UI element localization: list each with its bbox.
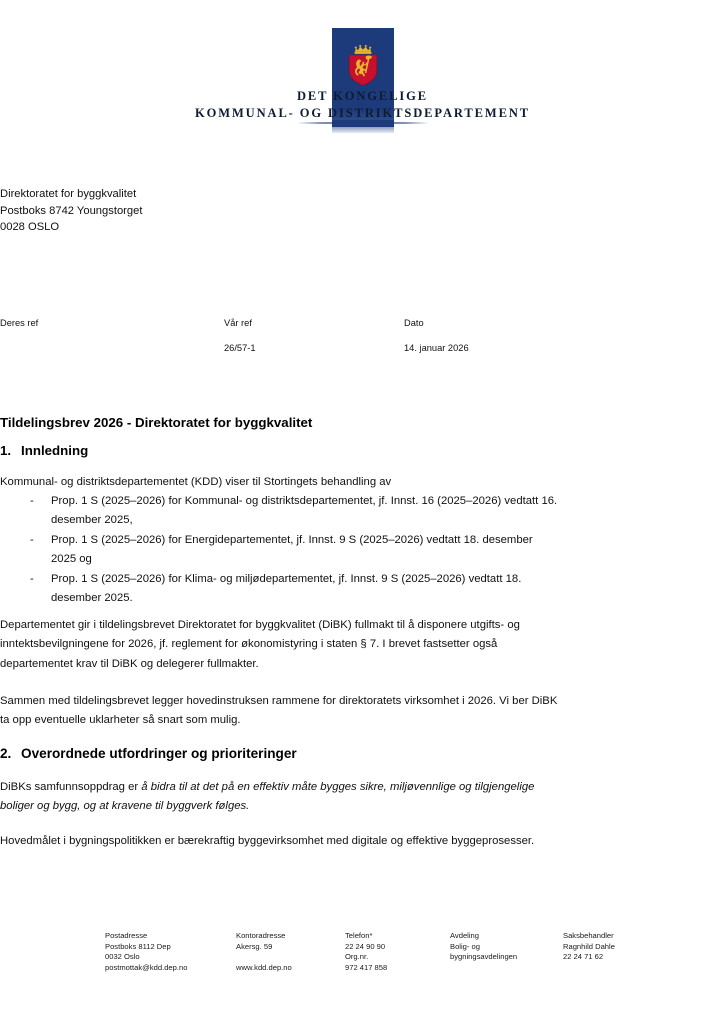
letterhead-line-1: DET KONGELIGE [296,89,429,103]
var-ref-value: 26/57-1 [224,343,256,353]
list-item-text: Prop. 1 S (2025–2026) for Klima- og miljødepartementet, jf. Innst. 9 S (2025–2026) vedtatt 18. desember 2025. [51,572,522,605]
footer-orgnr-label: Org.nr. [345,952,369,962]
var-ref-column [224,316,256,356]
letterhead-text [0,88,725,122]
section-2-number: 2. [0,746,12,761]
letterhead [0,0,725,150]
dato-value: 14. januar 2026 [404,343,469,353]
footer-department-column [450,931,517,963]
recipient-address-block [0,186,142,236]
footer-postal-address-line-1: Postboks 8112 Dep [105,941,171,951]
footer-department-line-2: bygningsavdelingen [450,952,518,962]
footer-office-address-spacer [236,952,292,963]
dato-column [404,316,469,356]
norwegian-coat-of-arms-icon [346,44,380,86]
section-2-heading [0,745,297,763]
recipient-street: Postboks 8742 Youngstorget [0,204,143,217]
bullet-marker: - [30,533,34,546]
section-1-intro-paragraph: Kommunal- og distriktsdepartementet (KDD) viser til Stortingets behandling av [0,476,392,488]
bullet-marker: - [30,572,34,585]
footer-office-address-label: Kontoradresse [236,931,286,940]
footer-office-address-line-1: Akersg. 59 [236,941,273,951]
footer-telephone-column [345,931,387,973]
footer-telephone-label: Telefon* [345,931,373,940]
footer-department-label: Avdeling [450,931,479,940]
delegation-paragraph: Departementet gir i tildelingsbrevet Direktoratet for byggkvalitet (DiBK) fullmakt til å disponere utgifts- og inntektsbevilgningene for 2026, jf. reglement for økonomistyring i staten § 7. I brevet fastsetter også departementet krav til DiBK og delegerer fullmakter. [0,619,520,670]
footer-orgnr-value: 972 417 858 [345,962,388,972]
footer-caseworker-column [563,931,615,963]
document-title: Tildelingsbrev 2026 - Direktoratet for byggkvalitet [0,415,313,430]
list-item [0,531,558,570]
letterhead-line-2: KOMMUNAL- OG DISTRIKTSDEPARTEMENT [195,106,530,120]
footer-postal-address-column [105,931,187,973]
recipient-city: 0028 OSLO [0,221,60,233]
recipient-name: Direktoratet for byggkvalitet [0,188,137,200]
footer-website-link[interactable]: www.kdd.dep.no [236,962,292,972]
instruction-paragraph: Sammen med tildelingsbrevet legger hovedinstruksen rammene for direktoratets virksomhet i 2026. Vi ber DiBK ta opp eventuelle uklarheter så snart som mulig. [0,695,558,727]
proposition-bullet-list [0,492,558,608]
main-goal-paragraph: Hovedmålet i bygningspolitikken er bærekraftig byggevirksomhet med digitale og effektive byggeprosesser. [0,835,535,847]
footer-caseworker-label: Saksbehandler [563,931,614,940]
var-ref-label: Vår ref [224,318,252,328]
list-item [0,570,558,609]
list-item-text: Prop. 1 S (2025–2026) for Kommunal- og distriktsdepartementet, jf. Innst. 16 (2025–2026) vedtatt 16. desember 2025, [51,495,558,527]
list-item [0,492,558,531]
dato-label: Dato [404,318,424,328]
section-2-title: Overordnede utfordringer og prioriteringer [21,746,297,761]
footer-email-link[interactable]: postmottak@kdd.dep.no [105,962,188,972]
bullet-marker: - [30,495,34,507]
footer-postal-address-line-2: 0032 Oslo [105,952,140,962]
deres-ref-column [0,316,38,341]
section-1-number: 1. [0,443,12,458]
deres-ref-label: Deres ref [0,318,39,328]
footer-caseworker-phone: 22 24 71 62 [563,952,604,962]
section-1-heading [0,442,88,460]
list-item-text: Prop. 1 S (2025–2026) for Energidepartementet, jf. Innst. 9 S (2025–2026) vedtatt 18. desember 2025 og [51,533,533,566]
footer-caseworker-name: Ragnhild Dahle [563,941,615,951]
section-1-title: Innledning [21,443,89,458]
mandate-italic-text: å bidra til at det på en effektiv måte bygges sikre, miljøvennlige og tilgjengelige boliger og bygg, og at kravene til byggverk følges. [0,781,535,813]
footer-telephone-number: 22 24 90 90 [345,941,386,951]
mandate-lead-text: DiBKs samfunnsoppdrag er [0,781,142,793]
footer-postal-address-label: Postadresse [105,931,148,940]
footer-department-line-1: Bolig- og [450,941,480,951]
footer-office-address-column [236,931,292,973]
mandate-paragraph [0,778,558,817]
